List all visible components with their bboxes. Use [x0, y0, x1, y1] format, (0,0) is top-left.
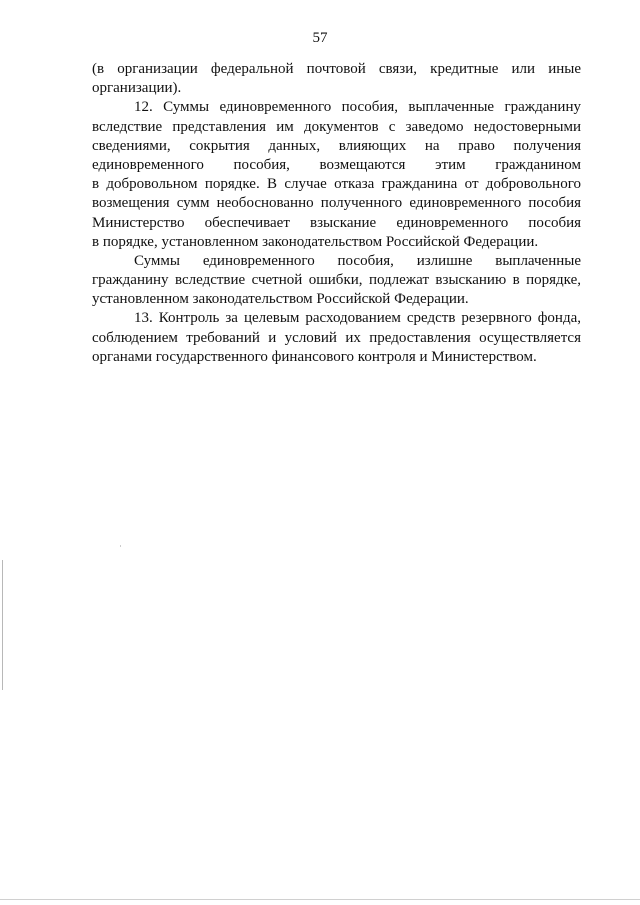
text-line: возмещения сумм необоснованно полученного единовременного пособия	[92, 195, 581, 212]
text-line: установленном законодательством Российской Федерации.	[92, 291, 469, 308]
text-line: Суммы единовременного пособия, излишне выплаченные	[134, 252, 581, 269]
text-line: сведениями, сокрытия данных, влияющих на право получения	[92, 137, 581, 154]
text-line: Министерство обеспечивает взыскание единовременного пособия	[92, 214, 581, 231]
text-line: органами государственного финансового контроля и Министерством.	[92, 348, 537, 365]
document-body	[92, 60, 581, 367]
text-line: в добровольном порядке. В случае отказа гражданина от добровольного	[92, 176, 581, 193]
text-line: единовременного пособия, возмещаются этим гражданином	[92, 156, 581, 173]
text-line: (в организации федеральной почтовой связи, кредитные или иные	[92, 61, 581, 77]
scan-speck	[120, 545, 121, 547]
text-line: в порядке, установленном законодательством Российской Федерации.	[92, 233, 539, 250]
text-line: соблюдением требований и условий их предоставления осуществляется	[92, 329, 581, 346]
text-line: гражданину вследствие счетной ошибки, подлежат взысканию в порядке,	[92, 272, 581, 289]
scan-edge-line	[2, 560, 3, 690]
text-line: вследствие представления им документов с заведомо недостоверными	[92, 118, 581, 135]
text-line: 13. Контроль за целевым расходованием средств резервного фонда,	[134, 310, 581, 327]
text-line: 12. Суммы единовременного пособия, выплаченные гражданину	[134, 99, 581, 116]
text-line: организации).	[92, 80, 182, 97]
page-number: 57	[312, 30, 328, 46]
scan-bottom-edge	[0, 899, 640, 900]
